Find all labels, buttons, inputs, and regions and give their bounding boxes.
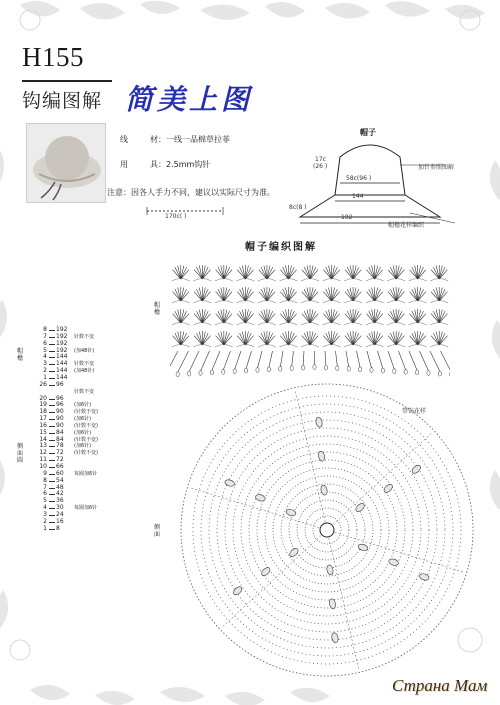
- crown-side-label: 侧面: [153, 524, 160, 538]
- row-number: 2: [43, 517, 47, 525]
- row-note: 针数不变: [74, 361, 95, 368]
- row-number: 14: [39, 435, 47, 443]
- row-number: 7: [43, 483, 47, 491]
- row-stitch-count: 96: [56, 394, 64, 402]
- row-stitch-count: 24: [56, 510, 64, 518]
- row-note: 每圈加6针: [74, 505, 98, 512]
- row-dash: [49, 385, 55, 386]
- row-dash: [49, 474, 55, 475]
- row-note: (加48针): [74, 347, 95, 354]
- row-stitch-count: 72: [56, 449, 64, 457]
- table-row: [37, 471, 107, 477]
- hat-illustration: [27, 124, 105, 202]
- row-dash: [49, 351, 55, 352]
- row-number: 7: [43, 332, 47, 340]
- dim-circumference: 58c(96 ): [346, 175, 372, 182]
- row-note: (加6针): [74, 416, 92, 423]
- table-row: [37, 334, 107, 340]
- row-stitch-count: 60: [56, 469, 64, 477]
- row-dash: [49, 357, 55, 358]
- table-row: [37, 361, 107, 367]
- row-stitch-count: 144: [56, 360, 68, 368]
- row-note: (加6针): [74, 402, 92, 409]
- table-row: [37, 389, 107, 395]
- table-row: [37, 519, 107, 525]
- edge-annotation: 带饰花样: [402, 408, 427, 415]
- table-row: [37, 491, 107, 497]
- watermark: Страна Мам: [392, 676, 488, 695]
- row-dash: [49, 433, 55, 434]
- row-stitch-count: 192: [56, 339, 68, 347]
- table-row: [37, 348, 107, 354]
- row-number: 5: [43, 346, 47, 354]
- row-number: 8: [43, 476, 47, 484]
- row-dash: [49, 488, 55, 489]
- row-number: 26: [39, 380, 47, 388]
- row-stitch-count: 36: [56, 497, 64, 505]
- row-dash: [49, 405, 55, 406]
- row-stitch-count: 78: [56, 442, 64, 450]
- row-number: 3: [43, 360, 47, 368]
- row-stitch-count: 54: [56, 476, 64, 484]
- row-number: 5: [43, 497, 47, 505]
- row-stitch-count: 42: [56, 490, 64, 498]
- row-stitch-count: 192: [56, 346, 68, 354]
- dim-brim-stitches: 192: [341, 214, 353, 221]
- row-number: 4: [43, 504, 47, 512]
- brand-title: 简美上图: [125, 83, 254, 116]
- diagram-note-brim: 帽檐花样编织: [388, 222, 425, 229]
- row-number: 12: [39, 449, 47, 457]
- row-stitch-count: 144: [56, 373, 68, 381]
- row-number: 18: [39, 408, 47, 416]
- row-stitch-count: 192: [56, 332, 68, 340]
- row-dash: [49, 446, 55, 447]
- row-number: 15: [39, 428, 47, 436]
- table-row: [37, 498, 107, 504]
- table-row: [37, 354, 107, 360]
- row-stitch-count: 30: [56, 504, 64, 512]
- table-row: [37, 409, 107, 415]
- row-stitch-count: 90: [56, 408, 64, 416]
- row-stitch-count: 96: [56, 380, 64, 388]
- row-stitch-count: 72: [56, 456, 64, 464]
- sizing-note: 注意：因各人手力不同，建议以实际尺寸为准。: [107, 188, 275, 197]
- brim-strip: [145, 205, 225, 217]
- row-dash: [49, 522, 55, 523]
- row-note: 每圈加6针: [74, 470, 98, 477]
- row-stitch-count: 48: [56, 483, 64, 491]
- table-row: [37, 341, 107, 347]
- row-dash: [49, 412, 55, 413]
- tool-label: 用: [120, 160, 128, 169]
- yarn-label: 线: [120, 135, 128, 144]
- row-dash: [49, 494, 55, 495]
- row-note: (加6针): [74, 443, 92, 450]
- table-crown-label: 侧面圆: [16, 443, 23, 464]
- row-note: (针数不变): [74, 450, 98, 457]
- row-stitch-count: 144: [56, 353, 68, 361]
- row-dash: [49, 426, 55, 427]
- row-note: (针数不变): [74, 422, 98, 429]
- row-number: 20: [39, 394, 47, 402]
- dim-brim: 8c(8 ): [289, 204, 307, 211]
- row-dash: [49, 501, 55, 502]
- row-number: 4: [43, 353, 47, 361]
- diagram-note-increase: 加针参照图解: [418, 164, 455, 171]
- row-note: (针数不变): [74, 409, 98, 416]
- row-dash: [49, 419, 55, 420]
- row-dash: [49, 481, 55, 482]
- table-row: [37, 485, 107, 491]
- table-row: [37, 375, 107, 381]
- row-note: 针数不变: [74, 388, 95, 395]
- tool-value: 具：2.5mm钩针: [150, 160, 211, 169]
- dim-height-rows: (26 ): [313, 163, 328, 170]
- brim-stitch-chart: [170, 255, 450, 380]
- row-dash: [49, 529, 55, 530]
- row-number: 1: [43, 524, 47, 532]
- table-brim-label: 帽檐: [16, 348, 23, 362]
- table-row: [37, 457, 107, 463]
- row-dash: [49, 399, 55, 400]
- dim-brim-length: 170c( ): [165, 213, 187, 220]
- table-row: [37, 396, 107, 402]
- table-row: [37, 526, 107, 532]
- title-underline: [22, 80, 112, 82]
- table-row: [37, 450, 107, 456]
- row-stitch-count: 8: [56, 524, 60, 532]
- hat-diagram-label: 帽子: [360, 128, 376, 137]
- row-dash: [49, 467, 55, 468]
- table-row: [37, 443, 107, 449]
- row-note: (加6针): [74, 429, 92, 436]
- row-dash: [49, 371, 55, 372]
- crown-stitch-chart: [177, 380, 477, 680]
- row-stitch-count: 96: [56, 401, 64, 409]
- row-number: 6: [43, 339, 47, 347]
- row-dash: [49, 515, 55, 516]
- row-dash: [49, 364, 55, 365]
- row-stitch-count: 84: [56, 435, 64, 443]
- row-dash: [49, 460, 55, 461]
- row-number: 19: [39, 401, 47, 409]
- yarn-value: 材：一线一品棉草拉菲: [150, 135, 230, 144]
- table-row: [37, 430, 107, 436]
- dim-height: 17c: [315, 156, 326, 163]
- row-dash: [49, 440, 55, 441]
- row-number: 8: [43, 326, 47, 333]
- dim-crown-stitches: 144: [352, 193, 364, 200]
- row-dash: [49, 337, 55, 338]
- table-row: [37, 416, 107, 422]
- pattern-code: H155: [22, 42, 84, 72]
- row-number: 3: [43, 510, 47, 518]
- table-row: [37, 512, 107, 518]
- row-note: (加48针): [74, 368, 95, 375]
- row-dash: [49, 508, 55, 509]
- table-row: [37, 478, 107, 484]
- table-row: [37, 368, 107, 374]
- table-row: [37, 423, 107, 429]
- row-number: 6: [43, 490, 47, 498]
- row-dash: [49, 330, 55, 331]
- table-row: [37, 464, 107, 470]
- hat-photo: [26, 123, 106, 203]
- table-row: [37, 382, 107, 388]
- row-stitch-count: 84: [56, 428, 64, 436]
- row-stitch-count: 90: [56, 415, 64, 423]
- row-number: 17: [39, 415, 47, 423]
- row-dash: [49, 378, 55, 379]
- row-number: 11: [39, 456, 47, 464]
- row-note: 针数不变: [74, 333, 95, 340]
- row-stitch-count: 144: [56, 367, 68, 375]
- row-stitch-count: 90: [56, 421, 64, 429]
- table-row: [37, 402, 107, 408]
- pattern-subtitle: 钩编图解: [22, 90, 103, 112]
- row-dash: [49, 453, 55, 454]
- row-stitch-count: 66: [56, 463, 64, 470]
- row-dash: [49, 344, 55, 345]
- table-row: [37, 505, 107, 511]
- row-number: 10: [39, 463, 47, 470]
- row-number: 9: [43, 469, 47, 477]
- table-row: [37, 437, 107, 443]
- row-stitch-count: 16: [56, 517, 64, 525]
- row-stitch-count: 192: [56, 326, 68, 333]
- row-number: 1: [43, 373, 47, 381]
- chart-title: 帽子编织图解: [245, 242, 317, 253]
- row-number: 16: [39, 421, 47, 429]
- row-number: 2: [43, 367, 47, 375]
- row-note: (针数不变): [74, 436, 98, 443]
- brim-side-label: 帽檐: [153, 302, 160, 316]
- row-number: 13: [39, 442, 47, 450]
- table-row: [37, 327, 107, 333]
- hat-schematic: [280, 135, 470, 230]
